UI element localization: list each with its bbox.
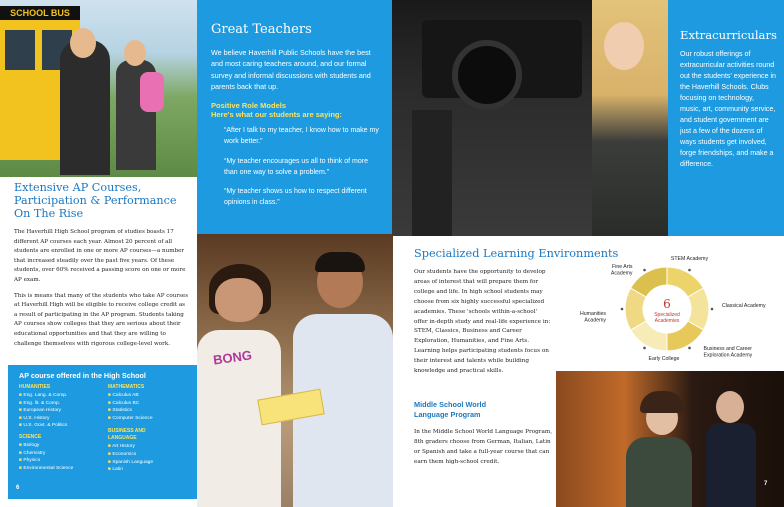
great-teachers-body: We believe Haverhill Public Schools have the best and most caring teachers around, and our formal survey and informal discussions with students and parents back that up. [211,48,371,91]
chart-label-dot [643,347,646,350]
business-heading: BUSINESS AND LANGUAGE [108,428,146,441]
wl-body: In the Middle School World Language Program, 8th graders choose from German, Italian, Latin or Spanish and take a full-year course that can earn them high-school credit. [414,429,553,465]
chart-label: Business and Career Exploration Academy [703,345,753,359]
chart-center-label-2: Academies [654,318,680,324]
extracurriculars-body: Our robust offerings of extracurricular activities round out the students' experience in the Haverhill Schools. Clubs focusing on technology, music, art, community service, and student government are just a few of the dozens of ways students get involved, forge friendships, and make a difference. [680,50,777,168]
ap-section [14,181,190,349]
chart-center-label-1: Specialized [654,312,680,318]
extracurriculars-panel [668,0,784,236]
chart-label: Classical Academy [722,303,766,309]
chart-label: Fine Arts Academy [610,264,633,277]
ap-para-2: This is means that many of the students who take AP courses at Haverhill High will be eligible to receive college credit as a result of participating in the AP program. Students taking AP courses show colleges that they are serious about their educational opportunities and that they are willing to challenge themselves with rigorous college-level work. [14,292,189,347]
list-item: ■ Latin [108,467,123,473]
list-item: ■ Economics [108,451,137,457]
quote-3: “My teacher shows us how to respect different opinions in class.” [224,188,367,207]
chart-label-dot [621,308,624,311]
photo-students [197,234,393,507]
students-saying-heading: Here's what our students are saying: [211,110,342,120]
list-item: ■ Computer Science [108,415,153,421]
math-heading: MATHEMATICS [108,384,145,390]
photo-school-bus [0,0,197,177]
chart-label: Humanities Academy [580,311,606,324]
list-item: ■ Statistics [108,408,132,414]
chart-label: Early College [648,355,680,362]
world-language-section [414,400,554,468]
ap-box-title: AP course offered in the High School [19,371,146,380]
sle-body: Our students have the opportunity to develop areas of interest that will prepare them for college and life. In high school students may choose from six highly successful specialized academies. These 'schools within-a-school' offer in-depth study and real-life experience in: STEM, Classics, Business and Career Exploration, Humanities, and Fine Arts. Learning helps participating students focus on their interest and talents while building knowledge and practical skills. [414,269,551,375]
list-item: ■ U.S. History [19,415,50,421]
list-item: ■ Art History [108,444,135,450]
bus-sign: SCHOOL BUS [0,6,80,20]
chart-label-dot [688,269,691,272]
list-item: ■ Environmental Science [19,465,74,471]
list-item: ■ European History [19,408,62,414]
page-number-right: 7 [764,481,768,487]
list-item: ■ Chemistry [19,450,46,456]
list-item: ■ Calculus BC [108,400,140,406]
list-item: ■ Spanish Language [108,459,154,465]
page-number-left: 6 [16,485,20,491]
list-item: ■ U.S. Govt. & Politics [19,423,68,429]
role-models-heading: Positive Role Models [211,101,287,111]
sle-title: Specialized Learning Environments [414,247,619,260]
quote-2: “My teacher encourages us all to think of more than one way to solve a problem.” [224,157,368,176]
business-list [108,443,192,473]
list-item: ■ Eng. lit. & Comp. [19,400,61,406]
chart-label-dot [688,347,691,350]
list-item: ■ Biology [19,442,40,448]
science-heading: SCIENCE [19,433,42,440]
great-teachers-panel [197,0,393,234]
chart-label-dot [711,308,714,311]
science-list [19,442,99,472]
great-teachers-title: Great Teachers [211,22,312,37]
ap-course-box [8,365,197,499]
chart-label: STEM Academy [670,256,709,263]
academies-chart [580,250,784,370]
humanities-heading: HUMANITIES [19,384,51,390]
math-list [108,392,192,422]
quote-1: “After I talk to my teacher, I know how to make my work better.” [224,127,379,145]
list-item: ■ Calculus AB [108,393,139,398]
photo-theater [556,371,784,507]
chart-label-dot [643,269,646,272]
chart-center-number: 6 [663,297,671,311]
list-item: ■ Eng. Lang. & Comp. [19,393,68,398]
ap-title: Extensive AP Courses, Participation & Performance On The Rise [14,181,177,220]
shirt-text: BONG [212,347,253,368]
humanities-list [19,392,99,430]
list-item: ■ Physics [19,458,41,464]
extracurriculars-title: Extracurriculars [680,28,777,42]
wl-title: Middle School World Language Program [414,400,487,419]
ap-para-1: The Haverhill High School program of studies boasts 17 different AP courses each year. Almost 20 percent of all students are enrolled in one or more AP courses—a number that increased steadily over the past five years. Of these students, over 60% received a passing score on one or more AP exam. [14,229,186,283]
photo-camera [392,0,668,236]
